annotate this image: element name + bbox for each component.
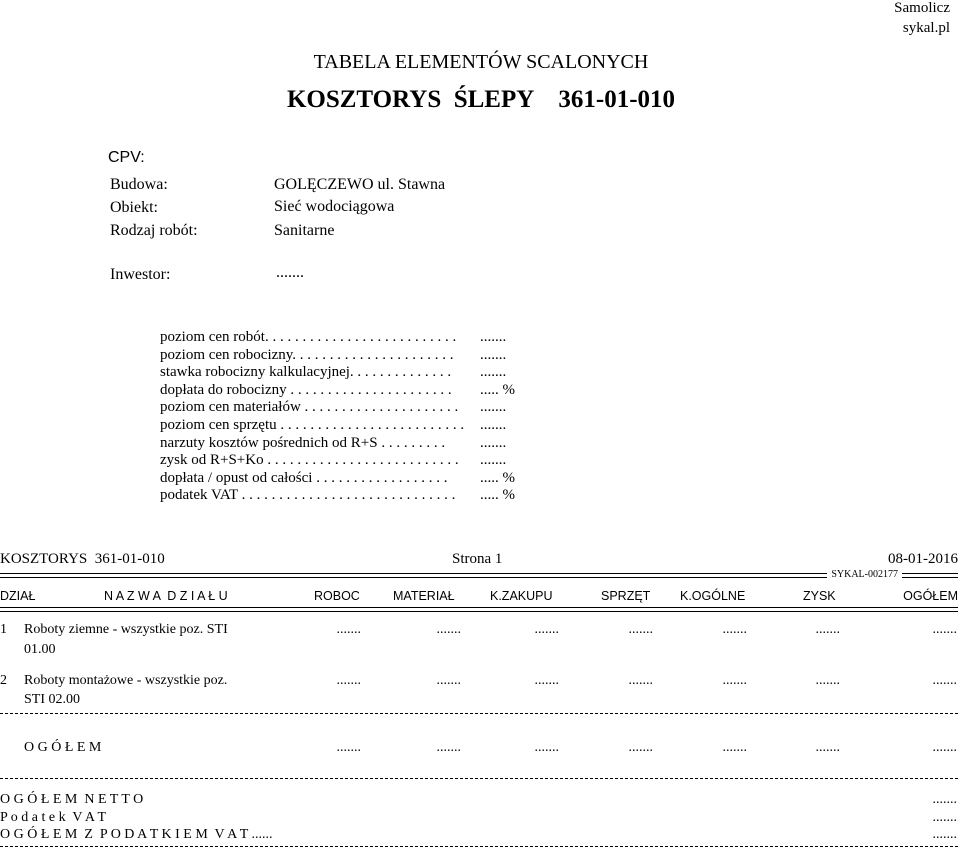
row-value: .......: [815, 622, 840, 637]
summary-vat-label: P o d a t e k V A T: [0, 810, 107, 825]
parameter-value: .......: [480, 329, 507, 345]
total-label: O G Ó Ł E M: [24, 740, 102, 755]
parameter-label: poziom cen robót. . . . . . . . . . . . . . . . . . . . . . . . . .: [160, 329, 457, 345]
parameter-value: .......: [480, 434, 507, 451]
col-sprzet: SPRZĘT: [601, 589, 651, 603]
row-value: .......: [722, 622, 747, 637]
double-rule: [0, 607, 958, 612]
rodzaj-label: Rodzaj robót:: [110, 222, 198, 239]
page-number: Strona 1: [452, 551, 503, 567]
total-value: .......: [436, 740, 461, 755]
row-name: Roboty ziemne - wszystkie poz. STI: [24, 622, 228, 637]
row-value: .......: [336, 622, 361, 637]
page-subtitle: KOSZTORYS ŚLEPY 361-01-010: [286, 86, 676, 113]
inwestor-label: Inwestor:: [110, 266, 171, 283]
dashed-rule: [0, 713, 958, 714]
cpv-label: CPV:: [108, 149, 145, 166]
row-value: .......: [534, 622, 559, 637]
parameter-label: stawka robocizny kalkulacyjnej. . . . . . . . . . . . . .: [160, 364, 452, 381]
summary-brutto-label: O G Ó Ł E M Z P O D A T K I E M V A T ......: [0, 827, 273, 842]
summary-netto-label: O G Ó Ł E M N E T T O: [0, 792, 144, 807]
row-value: .......: [336, 673, 361, 688]
parameter-label: dopłata / opust od całości . . . . . . . . . . . . . . . . . .: [160, 469, 448, 486]
row-value: .......: [932, 673, 957, 688]
inwestor-value: .......: [276, 264, 304, 281]
doc-date: 08-01-2016: [888, 551, 958, 567]
parameter-value: .......: [480, 399, 507, 416]
summary-netto-value: .......: [932, 792, 957, 807]
dashed-rule: [0, 846, 958, 847]
col-zysk: ZYSK: [803, 589, 836, 603]
parameter-value: ..... %: [480, 381, 515, 398]
col-dzial: DZIAŁ: [0, 589, 36, 603]
parameter-value: ..... %: [480, 469, 515, 486]
dashed-rule: [0, 778, 958, 779]
col-nazwa: N A Z W A D Z I A Ł U: [104, 589, 228, 603]
obiekt-label: Obiekt:: [110, 199, 158, 216]
row-value: .......: [436, 673, 461, 688]
row-value: .......: [932, 622, 957, 637]
obiekt-value: Sieć wodociągowa: [274, 198, 395, 215]
row-value: .......: [722, 673, 747, 688]
row-value: .......: [628, 622, 653, 637]
summary-vat-value: .......: [932, 810, 957, 825]
parameter-value: .......: [480, 417, 507, 433]
author-block: [894, 0, 950, 38]
parameter-label: poziom cen sprzętu . . . . . . . . . . . . . . . . . . . . . . . . .: [160, 417, 465, 433]
parameter-value: ..... %: [480, 487, 515, 504]
row-number: 2: [0, 673, 7, 688]
double-rule: [0, 573, 958, 578]
row-value: .......: [628, 673, 653, 688]
author-name: Samolicz: [894, 0, 950, 16]
col-kogolne: K.OGÓLNE: [680, 589, 746, 603]
parameter-value: .......: [480, 346, 507, 363]
author-site: sykal.pl: [902, 20, 950, 36]
parameter-label: poziom cen materiałów . . . . . . . . . . . . . . . . . . . . .: [160, 399, 459, 416]
col-kzakupu: K.ZAKUPU: [490, 589, 553, 603]
col-roboc: ROBOC: [314, 589, 360, 603]
col-material: MATERIAŁ: [393, 589, 455, 603]
row-name-cont: 01.00: [24, 642, 56, 657]
row-name: Roboty montażowe - wszystkie poz.: [24, 673, 228, 688]
summary-brutto-value: .......: [932, 827, 957, 842]
total-value: .......: [628, 740, 653, 755]
doc-id: KOSZTORYS 361-01-010: [0, 551, 165, 567]
col-ogolem: OGÓŁEM: [903, 589, 958, 603]
budowa-label: Budowa:: [110, 176, 168, 193]
budowa-value: GOLĘCZEWO ul. Stawna: [274, 176, 446, 193]
page-title: TABELA ELEMENTÓW SCALONYCH: [313, 51, 649, 73]
rodzaj-value: Sanitarne: [274, 222, 335, 239]
row-number: 1: [0, 622, 7, 637]
parameter-label: podatek VAT . . . . . . . . . . . . . . . . . . . . . . . . . . . . .: [160, 487, 456, 504]
parameter-label: poziom cen robocizny. . . . . . . . . . . . . . . . . . . . . .: [160, 346, 454, 363]
parameter-label: zysk od R+S+Ko . . . . . . . . . . . . . . . . . . . . . . . . . .: [160, 452, 459, 469]
row-value: .......: [436, 622, 461, 637]
total-value: .......: [932, 740, 957, 755]
parameter-value: .......: [480, 364, 507, 381]
software-code: SYKAL-002177: [827, 569, 902, 580]
total-value: .......: [336, 740, 361, 755]
total-value: .......: [722, 740, 747, 755]
total-value: .......: [815, 740, 840, 755]
row-name-cont: STI 02.00: [24, 692, 80, 707]
total-value: .......: [534, 740, 559, 755]
parameter-label: dopłata do robocizny . . . . . . . . . . . . . . . . . . . . . .: [160, 381, 452, 398]
row-value: .......: [815, 673, 840, 688]
parameter-label: narzuty kosztów pośrednich od R+S . . . . . . . . .: [160, 434, 446, 451]
row-value: .......: [534, 673, 559, 688]
parameter-value: .......: [480, 452, 507, 469]
